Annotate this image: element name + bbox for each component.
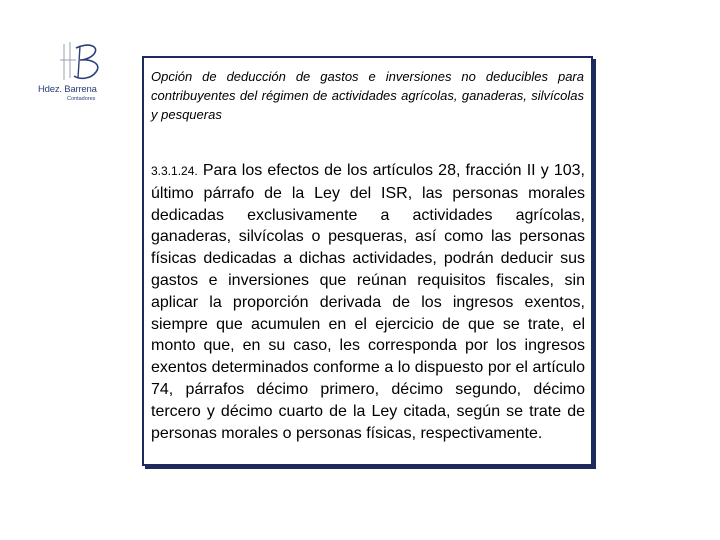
company-logo	[36, 40, 116, 106]
document-title: Opción de deducción de gastos e inversiones no deducibles para contribuyentes del régimen de actividades agrícolas, ganaderas, silvícolas y pesqueras	[151, 69, 584, 122]
document-panel	[142, 56, 593, 466]
rule-text: Para los efectos de los artículos 28, fracción II y 103, último párrafo de la Ley del ISR, las personas morales dedicadas exclusivamente a actividades agrícolas, ganaderas, silvícolas o pesqueras, así como las personas físicas dedicadas a dichas actividades, podrán deducir sus gastos e inversiones que reúnan requisitos fiscales, sin aplicar la proporción derivada de los ingresos exentos, siempre que acumulen en el ejercicio de que se trate, el monto que, en su caso, les corresponda por los ingresos exentos determinados conforme a lo dispuesto por el artículo 74, párrafos décimo primero, décimo segundo, décimo tercero y décimo cuarto de la Ley citada, según se trate de personas morales o personas físicas, respectivamente.	[151, 162, 585, 442]
rule-number: 3.3.1.24.	[151, 164, 198, 178]
logo-subtitle: Contadores	[67, 96, 96, 102]
document-body	[151, 160, 585, 444]
logo-monogram-icon	[36, 40, 116, 86]
logo-name: Hdez. Barrena	[38, 84, 97, 95]
